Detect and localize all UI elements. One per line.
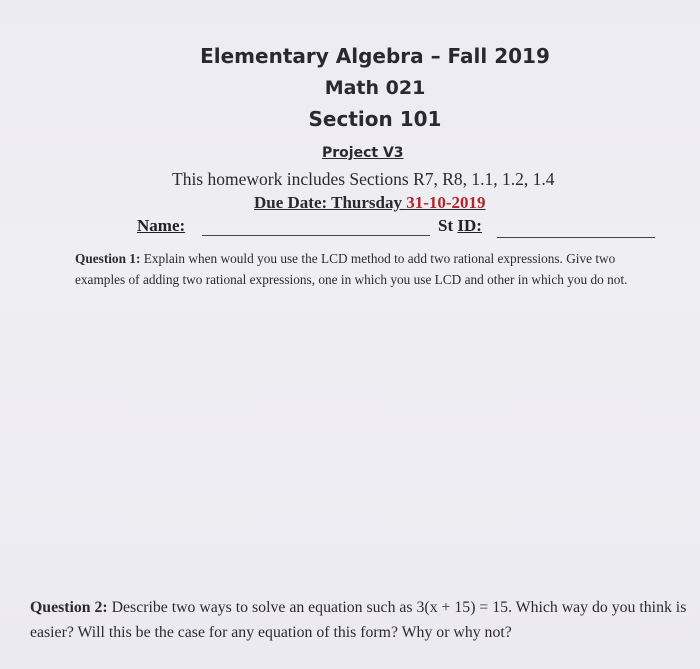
name-field-line: [202, 235, 430, 236]
question-1-text: Explain when would you use the LCD method to add two rational expressions. Give two examples of adding two rational expressions, one in which you use LCD and other in which you do not.: [75, 251, 628, 287]
student-id-label: [438, 216, 482, 236]
due-date: [254, 193, 486, 213]
student-id-field-line: [497, 237, 655, 238]
question-1-label: Question 1:: [75, 251, 141, 266]
question-2-equation: 3(x + 15) = 15: [416, 599, 509, 616]
question-2-text-after: . Which way do you think is easier? Will this be the case for any equation of this form? Why or why not?: [30, 599, 687, 641]
question-1: [75, 249, 665, 290]
question-2-label: Question 2:: [30, 599, 108, 616]
section-number: Section 101: [308, 107, 442, 131]
name-label: Name:: [137, 216, 186, 235]
student-id-prefix: St: [438, 216, 458, 235]
course-title: Elementary Algebra – Fall 2019: [200, 44, 550, 68]
question-2: [30, 595, 695, 645]
sections-included: This homework includes Sections R7, R8, 1.1, 1.2, 1.4: [172, 169, 555, 189]
due-date-prefix: Due Date: Thursday: [254, 193, 407, 212]
course-number: Math 021: [324, 77, 426, 99]
due-date-value: 31-10-2019: [406, 193, 486, 212]
project-title: Project V3: [322, 145, 404, 161]
question-2-text-before: Describe two ways to solve an equation such as: [107, 599, 417, 616]
student-id-text: ID:: [457, 216, 482, 235]
